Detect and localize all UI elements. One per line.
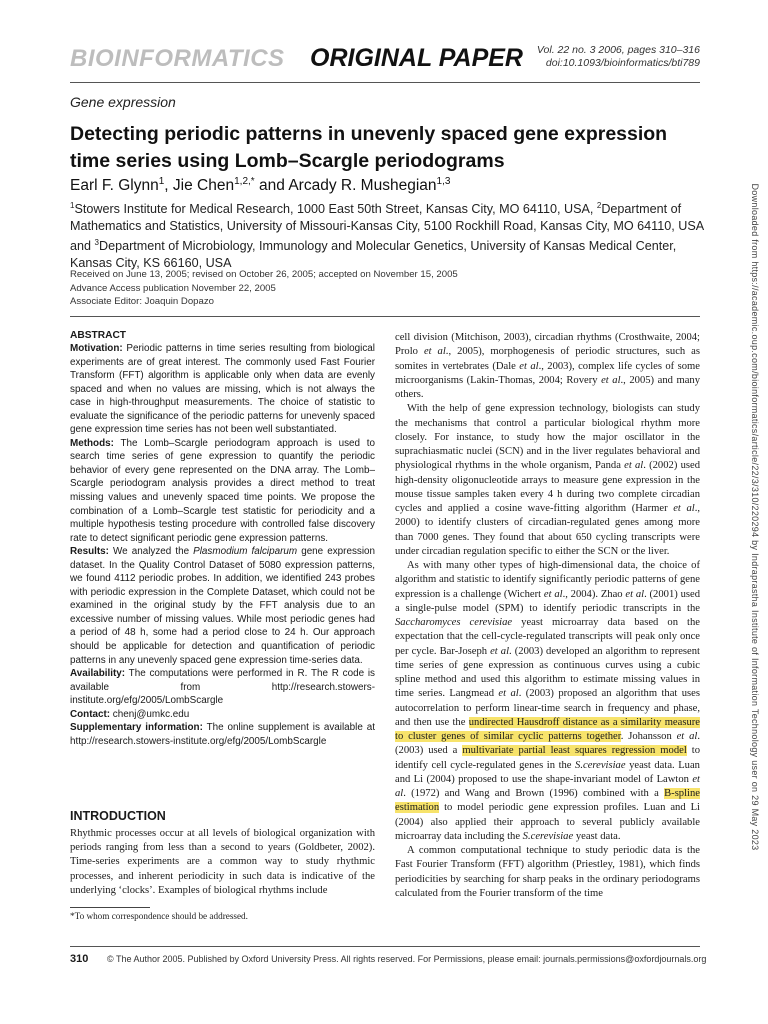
copyright-line: © The Author 2005. Published by Oxford University Press. All rights reserved. For Permissions, please email: journals.permissions@oxfordjournals.org — [107, 954, 707, 964]
et-al: et al — [490, 645, 510, 657]
text: . (2001) used a single-pulse model (SPM) to identify periodic transcripts in the — [395, 588, 700, 614]
affil-3: Department of Microbiology, Immunology and Molecular Genetics, University of Kansas Medical Center, Kansas City, KS 66160, USA — [70, 238, 677, 270]
affil-sup: 2 — [596, 201, 602, 210]
et-al: et al — [673, 503, 695, 514]
author-separator: , — [164, 177, 173, 195]
intro-heading: INTRODUCTION — [70, 809, 166, 823]
abstract-results — [70, 545, 375, 667]
text: to identify cell cycle-regulated genes in the — [395, 745, 701, 771]
text: . (1972) and Wang and Brown (1996) combined with a — [403, 788, 665, 799]
download-note-text: Downloaded from https://academic.oup.com/bioinformatics/article/22/3/310/220294 by Indraprastha Institute of Information Technology user on 29 May 2023 — [750, 183, 760, 851]
affil-sup: 1 — [70, 201, 75, 210]
doi-line: doi:10.1093/bioinformatics/bti789 — [545, 57, 700, 69]
author-sup: 1,3 — [436, 176, 451, 187]
title-line-2: time series using Lomb–Scargle periodograms — [70, 150, 505, 172]
author-separator: and — [254, 177, 289, 195]
affiliations — [70, 198, 710, 272]
motivation-text: Periodic patterns in time series resulting from biological experiments are of great interest. The commonly used Fast Fourier Transform (FFT) algorithm is applicable only when data are evenly spaced and when no values are missing, which is not always the case in high-throughput measurements. The choice of statistic to evaluate the significance of the periodic patterns for unevenly spaced gene expression time series has not been well substantiated. — [70, 343, 375, 436]
advance-access: Advance Access publication November 22, 2005 — [70, 282, 276, 294]
abstract-contact — [70, 708, 375, 722]
contact-email[interactable]: chenj@umkc.edu — [110, 708, 190, 720]
et-al: et al — [395, 773, 700, 799]
abstract-methods — [70, 437, 375, 545]
header-rule — [70, 82, 700, 83]
abstract-heading: ABSTRACT — [70, 330, 127, 341]
text: . Johansson — [620, 731, 677, 742]
highlight-hausdorff[interactable]: undirected Hausdroff distance as a similarity measure to cluster genes of similar cyclic patterns together — [395, 716, 700, 742]
author-glynn: Earl F. Glynn — [70, 177, 159, 195]
et-al: et al — [676, 731, 698, 742]
et-al: et al — [601, 374, 621, 386]
text: . (2003) developed an algorithm to represent time series of gene expression as continuous curves using a cubic spline method and used this algorithm to estimate missing values in time series. Langmead — [395, 645, 700, 700]
availability-text[interactable]: The computations were performed in R. The R code is available from http://research.stowers-institute.org/efg/2005/LombScargle — [70, 668, 375, 707]
right-paragraph-4: A common computational technique to study periodic data is the Fast Fourier Transform (FFT) algorithm (Priestley, 1981), which finds periodicities by searching for sharp peaks in the ordinary periodograms calculated from the Fourier transform of the time — [395, 845, 700, 899]
species-name: Plasmodium falciparum — [193, 546, 298, 558]
section-label: Gene expression — [70, 94, 176, 110]
right-paragraph-3 — [395, 559, 700, 844]
text: ., 2004). Zhao — [562, 588, 626, 600]
received-dates: Received on June 13, 2005; revised on October 26, 2005; accepted on November 15, 2005 — [70, 269, 458, 280]
paper-type: ORIGINAL PAPER — [310, 44, 523, 72]
text: ., 2005) and many others. — [395, 374, 700, 400]
footnote: *To whom correspondence should be addressed. — [70, 911, 248, 921]
text: As with many other types of high-dimensional data, the choice of algorithm and statistic to identify significantly periodic patterns of gene expression is a challenge (Wichert — [395, 560, 700, 600]
author-list — [70, 176, 450, 195]
motivation-label: Motivation: — [70, 343, 123, 354]
et-al: et al — [624, 460, 644, 472]
supplementary-label: Supplementary information: — [70, 722, 203, 734]
affil-sup: 3 — [94, 237, 99, 247]
download-note — [750, 152, 760, 882]
text: . (2003) proposed an algorithm that uses autocorrelation to perform linear-time search in frequency and phase, and then use the — [395, 688, 700, 728]
results-text: gene expression dataset. In the Quality Control Dataset of 5080 expression patterns, we found 4112 periodic probes. In addition, we identified 243 probes with periodic expression in the Complete Dataset, which could not be examined in the original study by the FFT analysis due to an excessive number of missing values. While most periodic genes had a period of 48 h, some had a period close to 24 h. Our approach should be applicable for detection and quantification of periodic patterns in any unevenly spaced gene expression time-series data. — [70, 546, 375, 666]
text: yeast data. Luan and Li (2004) proposed to use the shape-invariant model of Lawton — [395, 759, 700, 785]
text: cell division (Mitchison, 2003), circadian rhythms (Crosthwaite, 2004; Prolo — [395, 332, 700, 358]
abstract-supplementary — [70, 721, 375, 748]
right-column — [395, 331, 700, 901]
journal-name: BIOINFORMATICS — [70, 45, 285, 72]
species-name: S.cerevisiae — [575, 759, 626, 771]
affil-1: Stowers Institute for Medical Research, 1000 East 50th Street, Kansas City, MO 64110, USA, — [74, 202, 597, 217]
highlight-pls-regression[interactable]: multivariate partial least squares regression model — [462, 745, 687, 757]
text: ., 2005), morphogenesis of periodic structures, such as somites in vertebrates (Dale — [395, 346, 700, 372]
et-al: et al — [519, 360, 539, 372]
methods-label: Methods: — [70, 437, 114, 449]
author-sup-numbers: 1,2, — [234, 176, 251, 187]
footnote-rule — [70, 907, 150, 908]
contact-label: Contact: — [70, 708, 111, 720]
abstract-motivation — [70, 342, 375, 437]
text: yeast data. — [573, 830, 621, 842]
availability-label: Availability: — [70, 668, 126, 680]
abstract-column — [70, 330, 375, 748]
text: ., 2003), complex life cycles of some microorganisms (Lakin-Thomas, 2004; Rovery — [395, 360, 700, 386]
paper-title — [70, 121, 710, 175]
associate-editor: Associate Editor: Joaquin Dopazo — [70, 296, 214, 307]
results-label: Results: — [70, 546, 109, 558]
page-number: 310 — [70, 953, 89, 965]
received-info — [70, 268, 458, 309]
et-al: et al — [543, 588, 563, 600]
text: yeast microarray data based on the expectation that the cell-cycle-regulated transcripts will peak only once per cycle. Bar-Joseph — [395, 617, 700, 657]
volume-line: Vol. 22 no. 3 2006, pages 310–316 — [536, 44, 700, 56]
volume-info — [537, 44, 700, 70]
author-chen: Jie Chen — [172, 177, 235, 195]
right-paragraph-2 — [395, 402, 700, 559]
text: ., 2000) to identify clusters of circadian-regulated genes among more than 7000 genes. They found that about 650 cycling transcripts were under circadian regulation specific to either the SCN or the liver. — [395, 503, 700, 557]
et-al: et al — [498, 688, 519, 700]
supplementary-link[interactable]: The online supplement is available at http://research.stowers-institute.org/efg/2005/LombScargle — [70, 722, 375, 747]
affil-2: Department of Mathematics and Statistics, University of Missouri-Kansas City, 5100 Rockhill Road, Kansas City, MO 64110, USA and — [70, 202, 704, 253]
text: to model periodic gene expression profiles. Luan and Li (2004) also applied their approach to several publicly available microarray data including the — [395, 802, 700, 842]
author-sup — [234, 176, 255, 187]
title-line-1: Detecting periodic patterns in unevenly spaced gene expression — [70, 123, 668, 145]
text: With the help of gene expression technology, biologists can study the mechanisms that control a particular biological rhythm more closely. For instance, to study how the major oscillator in the suprachiasmatic nuclei (SCN) and in the liver regulates behavioral and physiological rhythms in the whole organism, Panda — [395, 403, 700, 472]
results-text: We analyzed the — [108, 546, 194, 558]
methods-text: The Lomb–Scargle periodogram approach is used to search time series of gene expression to quantify the periodic behavior of every gene represented on the DNA array. The Lomb–Scargle periodogram analysis provides a direct method to treat missing values and unevenly spaced time points. We propose the combination of a Lomb–Scargle test statistic for periodicity and a multiple hypothesis testing procedure with controlled false discovery rate to detect significant periodic gene expression patterns. — [70, 437, 375, 544]
species-name: Saccharomyces cerevisiae — [395, 617, 513, 628]
intro-paragraph: Rhythmic processes occur at all levels of biological organization with periods ranging from less than a second to years (Goldbeter, 2002). Time-series experiments are a common way to study rhythmic processes, and inherent periodicity in such data is indicative of the underlying ‘clocks’. Examples of biological rhythms include — [70, 828, 375, 896]
text: . (2003) used a — [395, 731, 700, 757]
header-bottom-rule — [70, 316, 700, 317]
highlight-bspline[interactable]: B-spline estimation — [395, 788, 700, 814]
right-paragraph-1 — [395, 331, 700, 402]
species-name: S.cerevisiae — [522, 830, 574, 842]
text: . (2002) used high-density oligonucleotide arrays to measure gene expression in the mouse tissue samples taken every 4 h during two complete circadian cycles and applied a cosine wave-fitting algorithm (Harmer — [395, 460, 700, 514]
et-al: et al — [423, 346, 446, 358]
author-mushegian: Arcady R. Mushegian — [288, 177, 437, 195]
corresponding-star: * — [250, 176, 255, 187]
author-sup: 1 — [158, 176, 165, 187]
et-al: et al — [625, 588, 645, 600]
footer-rule — [70, 946, 700, 947]
abstract-availability — [70, 667, 375, 708]
